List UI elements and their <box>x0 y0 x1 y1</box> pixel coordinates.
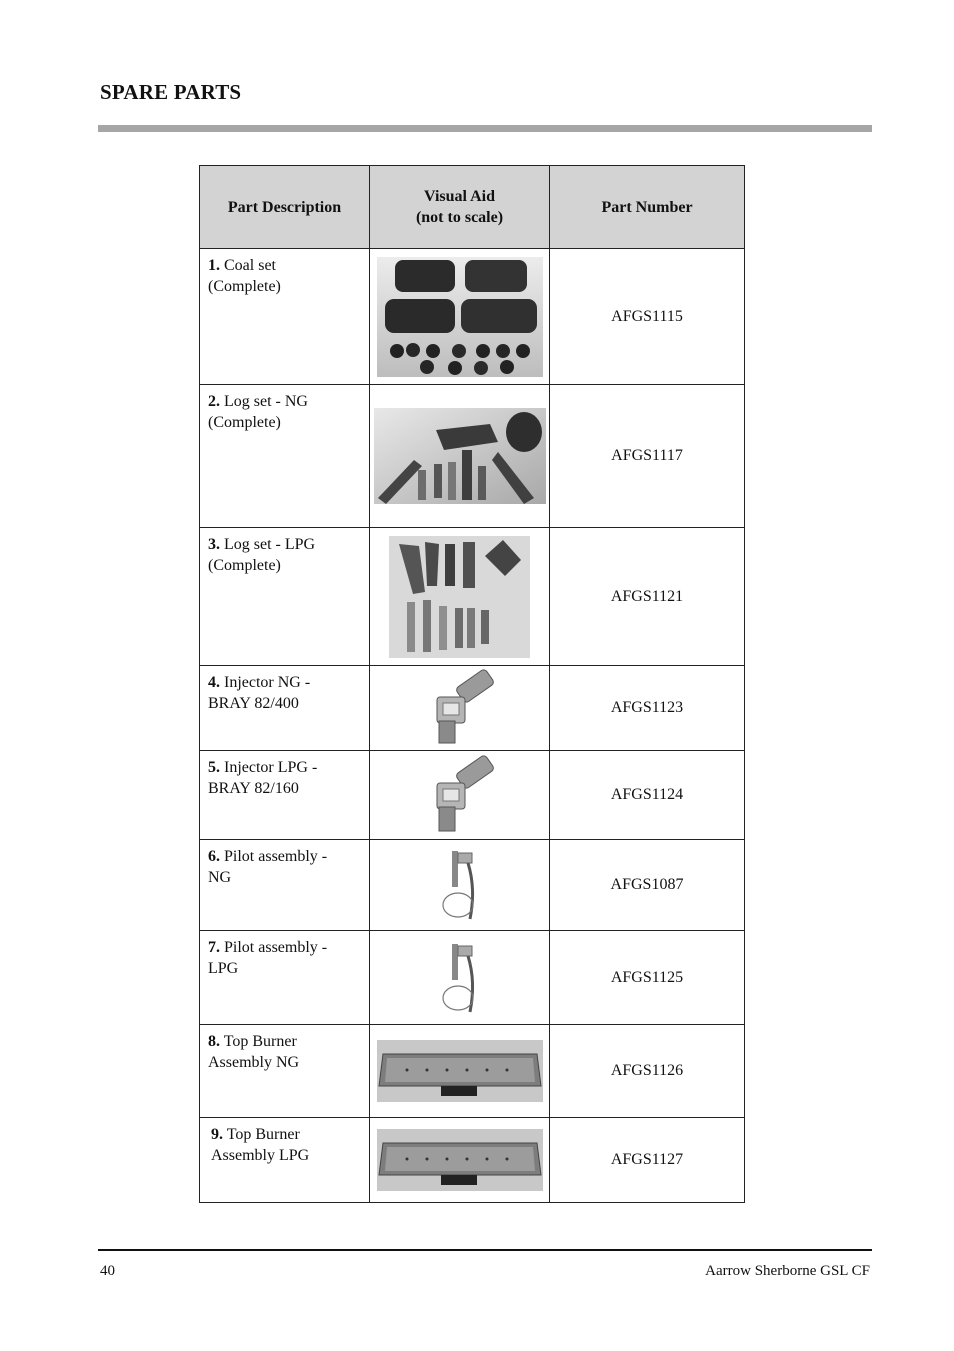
part-description-line1: Pilot assembly - <box>224 939 328 956</box>
part-description <box>200 385 370 528</box>
part-description <box>200 528 370 666</box>
part-number: AFGS1124 <box>550 751 745 840</box>
part-index: 1. <box>208 257 220 274</box>
part-index: 9. <box>211 1126 223 1143</box>
part-description-line2: LPG <box>208 960 239 977</box>
part-description-line2: NG <box>208 869 232 886</box>
part-number: AFGS1127 <box>550 1118 745 1203</box>
top-burner-photo <box>377 1040 543 1102</box>
table-header-row <box>200 166 745 249</box>
table-row <box>200 528 745 666</box>
part-description-line1: Log set - LPG <box>224 536 316 553</box>
injector-photo <box>417 669 503 747</box>
part-description-line1: Injector LPG - <box>224 759 318 776</box>
part-description <box>200 840 370 931</box>
header-part-number: Part Number <box>550 166 745 249</box>
log-set-lpg-photo <box>389 536 530 658</box>
part-description <box>200 249 370 385</box>
part-index: 7. <box>208 939 220 956</box>
part-index: 6. <box>208 848 220 865</box>
part-index: 3. <box>208 536 220 553</box>
part-number: AFGS1126 <box>550 1025 745 1118</box>
visual-aid-cell <box>370 751 550 840</box>
injector-photo <box>417 755 503 835</box>
table-row <box>200 840 745 931</box>
header-part-description: Part Description <box>200 166 370 249</box>
part-number: AFGS1123 <box>550 666 745 751</box>
header-visual-aid-line1: Visual Aid <box>424 188 495 205</box>
part-number: AFGS1115 <box>550 249 745 385</box>
visual-aid-cell <box>370 1118 550 1203</box>
table-row <box>200 751 745 840</box>
part-number: AFGS1117 <box>550 385 745 528</box>
page-title: SPARE PARTS <box>100 80 242 104</box>
visual-aid-cell <box>370 528 550 666</box>
part-index: 2. <box>208 393 220 410</box>
part-description <box>200 1118 370 1203</box>
visual-aid-cell <box>370 249 550 385</box>
part-description-line2: Assembly LPG <box>211 1147 310 1164</box>
part-description-line2: (Complete) <box>208 557 281 574</box>
header-visual-aid <box>370 166 550 249</box>
spare-parts-table <box>199 165 745 1203</box>
part-number: AFGS1087 <box>550 840 745 931</box>
part-number: AFGS1125 <box>550 931 745 1025</box>
part-index: 5. <box>208 759 220 776</box>
title-divider <box>98 125 872 132</box>
part-description-line1: Coal set <box>224 257 276 274</box>
document-title: Aarrow Sherborne GSL CF <box>705 1263 870 1279</box>
part-description-line1: Injector NG - <box>224 674 311 691</box>
part-description-line1: Log set - NG <box>224 393 308 410</box>
table-row <box>200 666 745 751</box>
pilot-assembly-photo <box>438 849 482 921</box>
part-index: 4. <box>208 674 220 691</box>
table-row <box>200 385 745 528</box>
header-visual-aid-line2: (not to scale) <box>415 209 504 226</box>
top-burner-photo <box>377 1129 543 1191</box>
log-set-ng-photo <box>374 408 546 504</box>
visual-aid-cell <box>370 385 550 528</box>
visual-aid-cell <box>370 931 550 1025</box>
part-index: 8. <box>208 1033 220 1050</box>
part-description <box>200 1025 370 1118</box>
table-row <box>200 249 745 385</box>
page-number: 40 <box>100 1263 115 1279</box>
part-description <box>200 751 370 840</box>
footer-divider <box>98 1249 872 1251</box>
visual-aid-cell <box>370 1025 550 1118</box>
coal-set-photo <box>377 257 543 377</box>
part-description-line2: BRAY 82/400 <box>208 695 299 712</box>
part-description-line2: (Complete) <box>208 414 281 431</box>
part-description-line1: Top Burner <box>223 1033 297 1050</box>
table-row <box>200 1025 745 1118</box>
pilot-assembly-photo <box>438 942 482 1014</box>
part-description <box>200 666 370 751</box>
visual-aid-cell <box>370 840 550 931</box>
part-number: AFGS1121 <box>550 528 745 666</box>
table-row <box>200 931 745 1025</box>
part-description-line2: BRAY 82/160 <box>208 780 299 797</box>
part-description <box>200 931 370 1025</box>
part-description-line2: (Complete) <box>208 278 281 295</box>
part-description-line1: Pilot assembly - <box>224 848 328 865</box>
visual-aid-cell <box>370 666 550 751</box>
part-description-line2: Assembly NG <box>208 1054 300 1071</box>
part-description-line1: Top Burner <box>226 1126 300 1143</box>
table-row <box>200 1118 745 1203</box>
